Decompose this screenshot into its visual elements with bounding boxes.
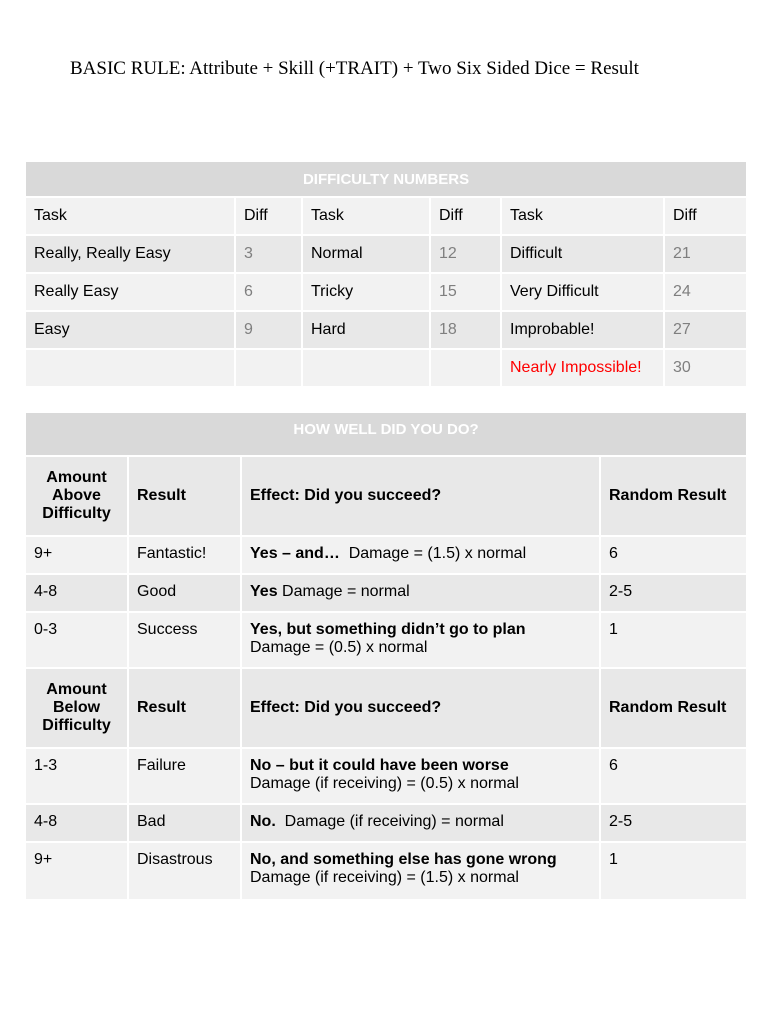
results-table — [26, 413, 746, 901]
table-row — [26, 575, 746, 613]
table-header-row — [26, 457, 746, 537]
effect-cell — [242, 537, 601, 575]
diff-cell: 21 — [665, 236, 746, 274]
effect-cell — [242, 805, 601, 843]
diff-cell: 30 — [665, 350, 746, 388]
effect-cell — [242, 749, 601, 805]
diff-cell: 12 — [431, 236, 502, 274]
effect-cell — [242, 575, 601, 613]
random-cell: 2-5 — [601, 575, 746, 613]
effect-text: Damage = (0.5) x normal — [250, 639, 428, 656]
diff-cell: 9 — [236, 312, 303, 350]
header-diff: Diff — [236, 198, 303, 236]
task-cell: Tricky — [303, 274, 431, 312]
header-result: Result — [129, 669, 242, 749]
effect-text: Damage (if receiving) = (1.5) x normal — [250, 869, 519, 886]
random-cell: 6 — [601, 537, 746, 575]
amount-cell: 1-3 — [26, 749, 129, 805]
table-header-row — [26, 669, 746, 749]
header-task: Task — [303, 198, 431, 236]
amount-cell: 0-3 — [26, 613, 129, 669]
basic-rule: BASIC RULE: Attribute + Skill (+TRAIT) + Two Six Sided Dice = Result — [70, 58, 639, 79]
result-cell: Fantastic! — [129, 537, 242, 575]
effect-bold: No – but it could have been worse — [250, 757, 509, 774]
random-cell: 1 — [601, 843, 746, 901]
header-diff: Diff — [431, 198, 502, 236]
table-row — [26, 749, 746, 805]
task-cell: Very Difficult — [502, 274, 665, 312]
table-row — [26, 843, 746, 901]
task-cell — [26, 350, 236, 388]
result-cell: Failure — [129, 749, 242, 805]
task-cell-highlight: Nearly Impossible! — [502, 350, 665, 388]
effect-text: Damage (if receiving) = normal — [275, 813, 504, 830]
effect-text: Damage = normal — [277, 583, 410, 600]
task-cell: Really, Really Easy — [26, 236, 236, 274]
diff-cell: 6 — [236, 274, 303, 312]
table-row — [26, 537, 746, 575]
task-cell: Improbable! — [502, 312, 665, 350]
table-row — [26, 236, 746, 274]
results-title: HOW WELL DID YOU DO? — [26, 413, 746, 457]
result-cell: Success — [129, 613, 242, 669]
diff-cell: 18 — [431, 312, 502, 350]
header-amount-below: Amount Below Difficulty — [26, 669, 129, 749]
effect-cell — [242, 843, 601, 901]
task-cell: Hard — [303, 312, 431, 350]
header-result: Result — [129, 457, 242, 537]
result-cell: Disastrous — [129, 843, 242, 901]
task-cell — [303, 350, 431, 388]
effect-text: Damage = (1.5) x normal — [339, 545, 527, 562]
effect-bold: Yes, but something didn’t go to plan — [250, 621, 526, 638]
task-cell: Difficult — [502, 236, 665, 274]
table-row — [26, 350, 746, 388]
diff-cell: 15 — [431, 274, 502, 312]
random-cell: 6 — [601, 749, 746, 805]
random-cell: 2-5 — [601, 805, 746, 843]
amount-cell: 4-8 — [26, 575, 129, 613]
amount-cell: 9+ — [26, 537, 129, 575]
diff-cell — [431, 350, 502, 388]
table-row — [26, 274, 746, 312]
effect-bold: Yes – and… — [250, 545, 340, 562]
difficulty-title: DIFFICULTY NUMBERS — [26, 162, 746, 198]
effect-bold: No. — [250, 813, 276, 830]
header-task: Task — [26, 198, 236, 236]
table-row — [26, 613, 746, 669]
effect-cell — [242, 613, 601, 669]
diff-cell: 3 — [236, 236, 303, 274]
amount-cell: 9+ — [26, 843, 129, 901]
random-cell: 1 — [601, 613, 746, 669]
header-effect: Effect: Did you succeed? — [242, 457, 601, 537]
effect-bold: Yes — [250, 583, 278, 600]
result-cell: Good — [129, 575, 242, 613]
amount-cell: 4-8 — [26, 805, 129, 843]
result-cell: Bad — [129, 805, 242, 843]
header-task: Task — [502, 198, 665, 236]
diff-cell: 24 — [665, 274, 746, 312]
effect-bold: No, and something else has gone wrong — [250, 851, 557, 868]
header-effect: Effect: Did you succeed? — [242, 669, 601, 749]
task-cell: Normal — [303, 236, 431, 274]
header-amount-above: Amount Above Difficulty — [26, 457, 129, 537]
header-random: Random Result — [601, 669, 746, 749]
effect-text: Damage (if receiving) = (0.5) x normal — [250, 775, 519, 792]
task-cell: Easy — [26, 312, 236, 350]
diff-cell — [236, 350, 303, 388]
header-diff: Diff — [665, 198, 746, 236]
difficulty-table — [26, 162, 746, 388]
task-cell: Really Easy — [26, 274, 236, 312]
diff-cell: 27 — [665, 312, 746, 350]
table-row — [26, 312, 746, 350]
table-row — [26, 805, 746, 843]
table-row — [26, 198, 746, 236]
header-random: Random Result — [601, 457, 746, 537]
